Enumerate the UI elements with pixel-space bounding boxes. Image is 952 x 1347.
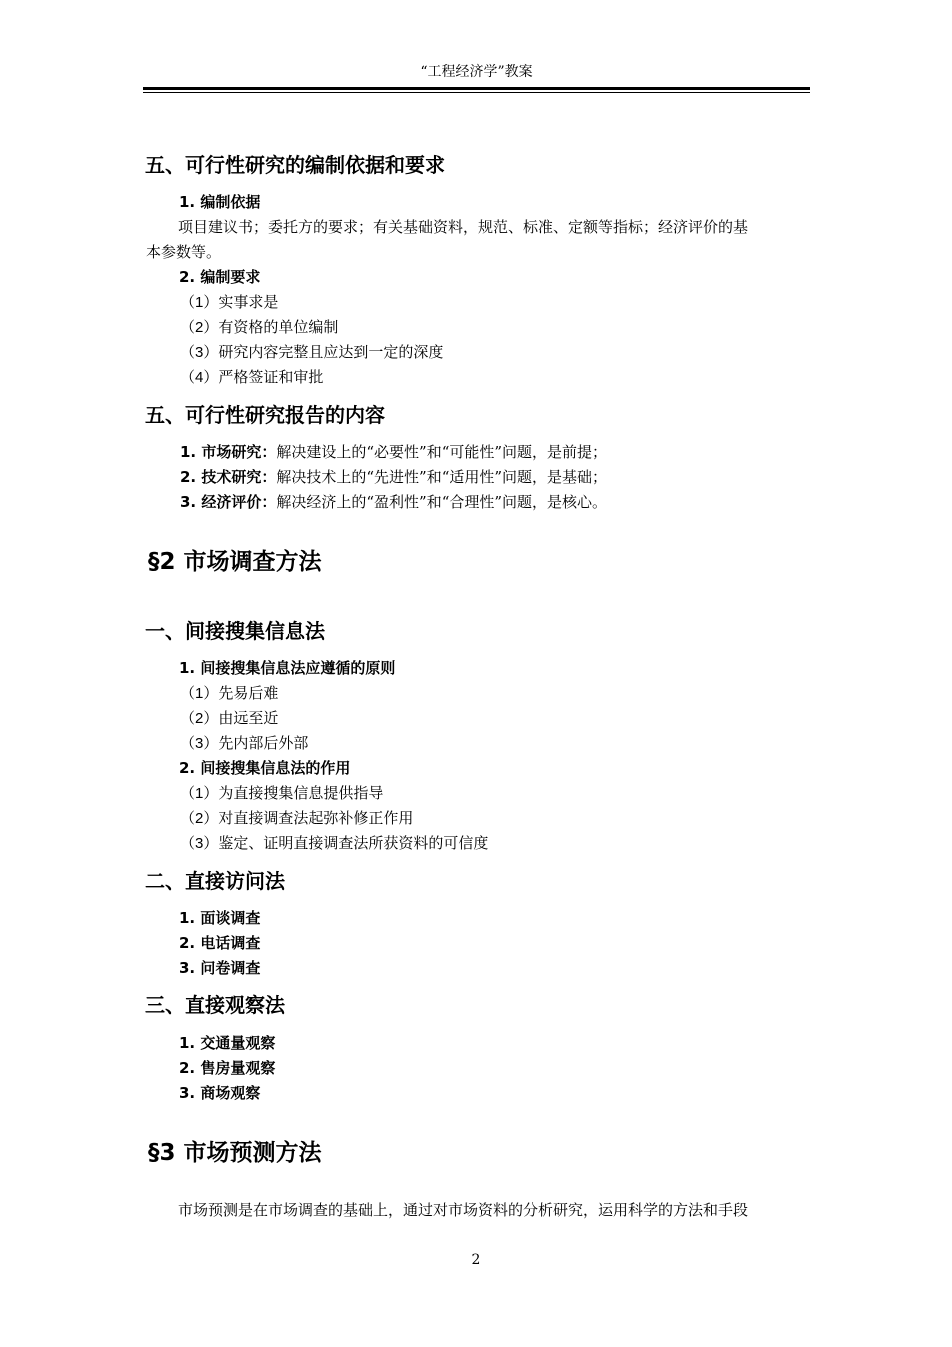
requirement-item <box>180 316 338 339</box>
header-rule-thin <box>143 92 810 93</box>
item-text: 鉴定、证明直接调查法所获资料的可信度 <box>218 834 489 852</box>
forecast-intro-text: 市场预测是在市场调查的基础上，通过对市场资料的分析研究，运用科学的方法和手段 <box>178 1201 749 1219</box>
section-heading-indirect: 一、间接搜集信息法 <box>145 619 325 643</box>
chapter-heading-market-survey: §2 市场调查方法 <box>148 549 322 575</box>
basis-text-line1: 项目建议书；委托方的要求；有关基础资料，规范、标准、定额等指标；经济评价的基 <box>178 218 749 236</box>
section-heading-report-contents: 五、可行性研究报告的内容 <box>145 403 385 427</box>
item-text: 实事求是 <box>218 293 279 311</box>
section-heading-interview: 二、直接访问法 <box>145 869 285 893</box>
item-number: （1） <box>180 685 219 702</box>
requirement-item <box>180 341 443 364</box>
item-text: 解决技术上的“先进性”和“适用性”问题，是基础； <box>276 468 608 486</box>
page-header-title: “工程经济学”教案 <box>420 64 533 80</box>
report-content-item <box>180 466 607 488</box>
principle-item <box>180 707 278 730</box>
requirement-item <box>180 291 278 314</box>
item-label: 3. 经济评价： <box>180 493 277 511</box>
role-item <box>180 807 413 830</box>
subheading-principles: 1. 间接搜集信息法应遵循的原则 <box>179 659 396 677</box>
item-text: 先内部后外部 <box>218 734 309 752</box>
item-text: 严格签证和审批 <box>218 368 324 386</box>
item-text: 有资格的单位编制 <box>218 318 339 336</box>
principle-item <box>180 682 278 705</box>
item-text: 解决建设上的“必要性”和“可能性”问题，是前提； <box>276 443 608 461</box>
item-text: 研究内容完整且应达到一定的深度 <box>218 343 444 361</box>
basis-text-line2: 本参数等。 <box>146 243 222 261</box>
subheading-requirements: 2. 编制要求 <box>179 268 261 286</box>
requirement-item <box>180 366 323 389</box>
item-number: （3） <box>180 735 219 752</box>
interview-item: 1. 面谈调查 <box>179 909 261 927</box>
observation-item: 3. 商场观察 <box>179 1084 261 1102</box>
report-content-item <box>180 491 607 513</box>
section-heading-observation: 三、直接观察法 <box>145 993 285 1017</box>
principle-item <box>180 732 308 755</box>
item-text: 由远至近 <box>218 709 279 727</box>
role-item <box>180 832 488 855</box>
role-item <box>180 782 383 805</box>
observation-item: 2. 售房量观察 <box>179 1059 276 1077</box>
item-text: 为直接搜集信息提供指导 <box>218 784 384 802</box>
item-text: 解决经济上的“盈利性”和“合理性”问题，是核心。 <box>276 493 608 511</box>
item-number: （2） <box>180 319 219 336</box>
observation-item: 1. 交通量观察 <box>179 1034 276 1052</box>
item-number: （1） <box>180 785 219 802</box>
item-number: （3） <box>180 344 219 361</box>
item-text: 对直接调查法起弥补修正作用 <box>218 809 414 827</box>
item-number: （4） <box>180 369 219 386</box>
page-number: 2 <box>471 1252 481 1268</box>
subheading-roles: 2. 间接搜集信息法的作用 <box>179 759 351 777</box>
item-number: （2） <box>180 710 219 727</box>
item-number: （1） <box>180 294 219 311</box>
interview-item: 2. 电话调查 <box>179 934 261 952</box>
item-label: 2. 技术研究： <box>180 468 277 486</box>
header-rule-thick <box>143 87 810 90</box>
chapter-heading-market-forecast: §3 市场预测方法 <box>148 1140 322 1166</box>
subheading-basis: 1. 编制依据 <box>179 193 261 211</box>
item-text: 先易后难 <box>218 684 279 702</box>
item-label: 1. 市场研究： <box>180 443 277 461</box>
report-content-item <box>180 441 607 463</box>
interview-item: 3. 问卷调查 <box>179 959 261 977</box>
section-heading-feasibility-basis: 五、可行性研究的编制依据和要求 <box>145 153 445 177</box>
item-number: （2） <box>180 810 219 827</box>
item-number: （3） <box>180 835 219 852</box>
